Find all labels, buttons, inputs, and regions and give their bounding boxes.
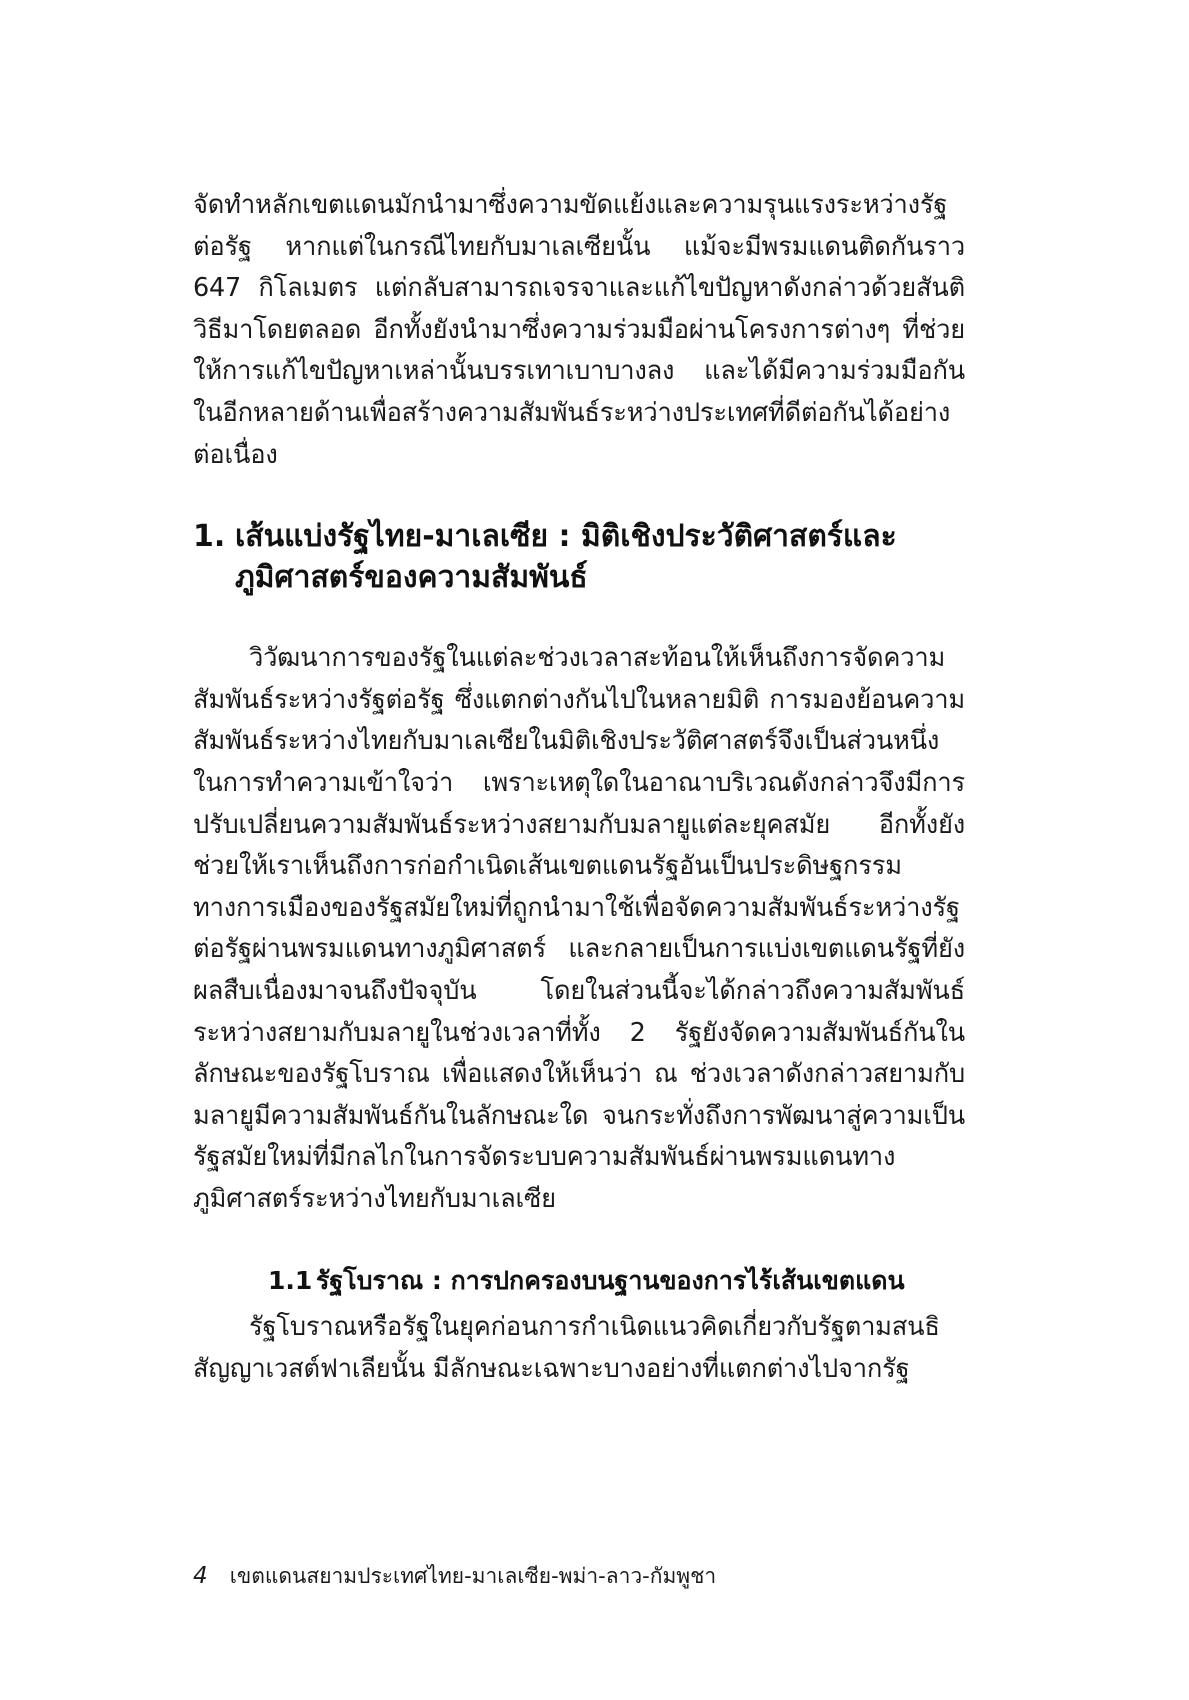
section-1-1-paragraph: รัฐโบราณหรือรัฐในยุคก่อนการกำเนิดแนวคิดเกี่ยวกับรัฐตามสนธิสัญญาเวสต์ฟาเลียนั้น มีลักษณะเฉพาะบางอย่างที่แตกต่างไปจากรัฐ	[193, 1312, 940, 1385]
section-1-1-heading	[268, 1260, 965, 1301]
running-title: เขตแดนสยามประเทศไทย-มาเลเซีย-พม่า-ลาว-กัมพูชา	[229, 1564, 717, 1588]
page-number: 4	[193, 1563, 208, 1589]
page-body	[193, 185, 965, 1391]
section-1-title: เส้นแบ่งรัฐไทย-มาเลเซีย : มิติเชิงประวัติศาสตร์และภูมิศาสตร์ของความสัมพันธ์	[235, 519, 897, 596]
intro-paragraph: จัดทำหลักเขตแดนมักนำมาซึ่งความขัดแย้งและความรุนแรงระหว่างรัฐต่อรัฐ หากแต่ในกรณีไทยกับมาเลเซียนั้น แม้จะมีพรมแดนติดกันราว 647 กิโลเมตร แต่กลับสามารถเจรจาและแก้ไขปัญหาดังกล่าวด้วยสันติวิธีมาโดยตลอด อีกทั้งยังนำมาซึ่งความร่วมมือผ่านโครงการต่างๆ ที่ช่วยให้การแก้ไขปัญหาเหล่านั้นบรรเทาเบาบางลง และได้มีความร่วมมือกันในอีกหลายด้านเพื่อสร้างความสัมพันธ์ระหว่างประเทศที่ดีต่อกันได้อย่างต่อเนื่อง	[193, 190, 965, 470]
section-1-paragraph: วิวัฒนาการของรัฐในแต่ละช่วงเวลาสะท้อนให้เห็นถึงการจัดความสัมพันธ์ระหว่างรัฐต่อรัฐ ซึ่งแตกต่างกันไปในหลายมิติ การมองย้อนความสัมพันธ์ระหว่างไทยกับมาเลเซียในมิติเชิงประวัติศาสตร์จึงเป็นส่วนหนึ่งในการทำความเข้าใจว่า เพราะเหตุใดในอาณาบริเวณดังกล่าวจึงมีการปรับเปลี่ยนความสัมพันธ์ระหว่างสยามกับมลายูแต่ละยุคสมัย อีกทั้งยังช่วยให้เราเห็นถึงการก่อกำเนิดเส้นเขตแดนรัฐอันเป็นประดิษฐกรรมทางการเมืองของรัฐสมัยใหม่ที่ถูกนำมาใช้เพื่อจัดความสัมพันธ์ระหว่างรัฐต่อรัฐผ่านพรมแดนทางภูมิศาสตร์ และกลายเป็นการแบ่งเขตแดนรัฐที่ยังผลสืบเนื่องมาจนถึงปัจจุบัน โดยในส่วนนี้จะได้กล่าวถึงความสัมพันธ์ระหว่างสยามกับมลายูในช่วงเวลาที่ทั้ง 2 รัฐยังจัดความสัมพันธ์กันในลักษณะของรัฐโบราณ เพื่อแสดงให้เห็นว่า ณ ช่วงเวลาดังกล่าวสยามกับมลายูมีความสัมพันธ์กันในลักษณะใด จนกระทั่งถึงการพัฒนาสู่ความเป็นรัฐสมัยใหม่ที่มีกลไกในการจัดระบบความสัมพันธ์ผ่านพรมแดนทางภูมิศาสตร์ระหว่างไทยกับมาเลเซีย	[193, 643, 965, 1214]
section-1-1-title: รัฐโบราณ : การปกครองบนฐานของการไร้เส้นเขตแดน	[316, 1266, 905, 1296]
section-1-1-number: 1.1	[268, 1266, 313, 1296]
page-footer	[193, 1562, 716, 1590]
section-1-heading	[193, 516, 965, 598]
section-1-number: 1.	[193, 519, 226, 555]
